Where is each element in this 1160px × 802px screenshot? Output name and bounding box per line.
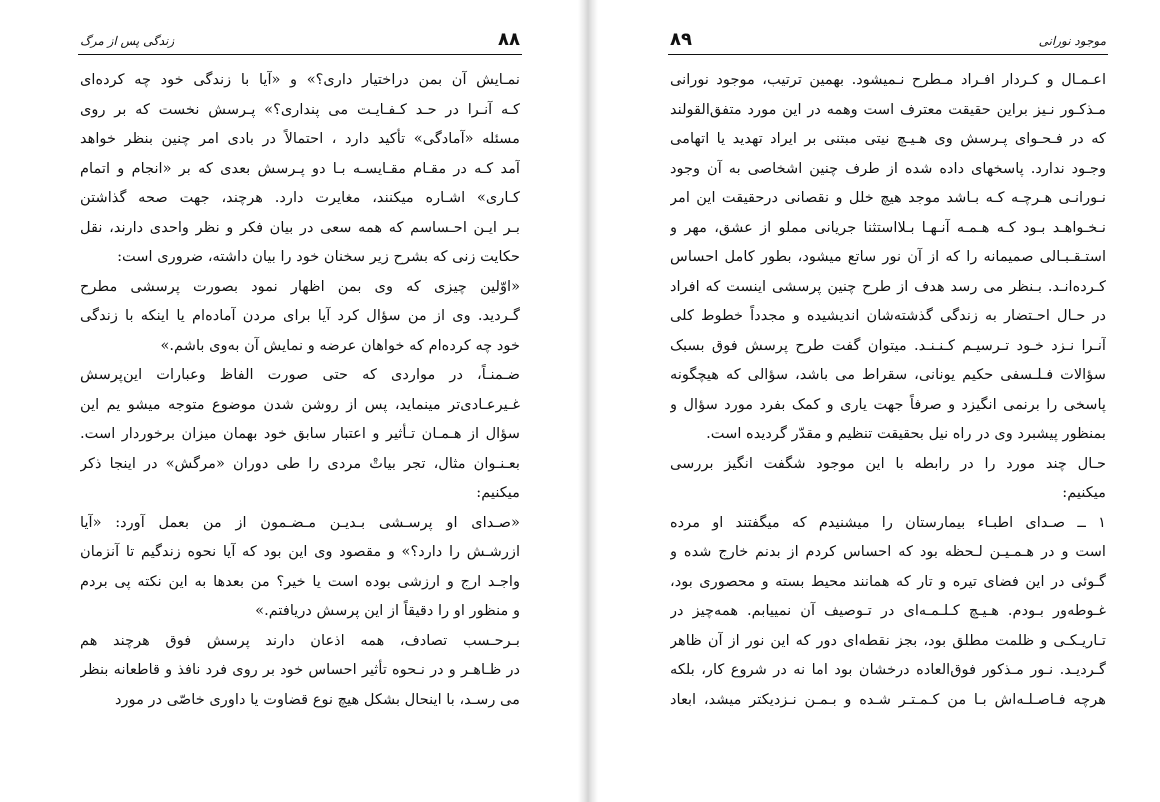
text-line: که در فـحـوای پـرسش وی هـیـچ نیتی مبتنی بر ایراد تهدید یا اتهامی bbox=[670, 130, 1106, 147]
text-line: استـقـبـالی صمیمانه را که از آن نور ساتع میشود، بطور کامل احساس bbox=[670, 248, 1106, 265]
text-line: ازرشـش را دارد؟» و مقصود وی این بود که آیا نحوه زندگیم تا آنزمان bbox=[80, 543, 520, 560]
text-line: نمـایش آن بمن دراختیار داری؟» و «آیا با زندگی خود چه کرده‌ای bbox=[80, 71, 520, 88]
book-gutter bbox=[578, 0, 598, 802]
text-line: بـرحـسب تصادف، همه اذعان دارند پرسش فوق هرچند هم bbox=[80, 631, 520, 649]
text-line: بمنظور پیشبرد وی در راه نیل بحقیقت تنظیم و مقدّر گردیده است. bbox=[706, 425, 1106, 442]
text-line: کـاری» اشـاره میکنند، مغایرت دارد. هرچند، جهت صحه گذاشتن bbox=[80, 189, 520, 206]
text-line: حکایت زنی که بشرح زیر سخنان خود را بیان داشته، ضروری است: bbox=[117, 248, 520, 265]
text-line: مسئله «آمادگی» تأکید دارد ، احتمالاً در بادی امر چنین بنظر خواهد bbox=[80, 130, 520, 147]
right-running-head: موجود نورانی bbox=[1038, 34, 1106, 48]
text-line: «اوّلین چیزی که وی بمن اظهار نمود بصورت پرسشی مطرح bbox=[80, 277, 520, 295]
left-page-body bbox=[80, 65, 520, 714]
text-line: میکنیم: bbox=[476, 484, 520, 501]
text-line: می رسـد، با اینحال بشکل هیچ نوع قضاوت یا داوری خاصّی در مورد bbox=[114, 690, 520, 708]
right-page-number: ۸۹ bbox=[670, 29, 692, 50]
text-line: ضـمنـاً، در مواردی که حتی صورت الفاظ وعبارات این‌پرسش bbox=[80, 366, 520, 383]
text-line: واجـد ارج و ارزشی بوده است یا خیر؟ من بعدها به این نکته پی بردم bbox=[80, 572, 520, 590]
text-line: وجـود ندارد. پاسخهای داده شده از طرف چنین اشخاصی به آن وجود bbox=[670, 159, 1106, 177]
text-line: نـخـواهـد بـود کـه هـمـه آنـهـا بـلااستثنا جریانی مملو از عشق، مهر و bbox=[670, 218, 1106, 236]
text-line: نـورانـی هـرچـه کـه بـاشد موجد هیچ خلل و نقصانی درحقیقت این امر bbox=[670, 189, 1106, 206]
left-running-head: زندگی پس از مرگ bbox=[80, 34, 175, 48]
text-line: بـر ایـن احـساسم که همه سعی در بیان فکر و نظر واحدی دارند، نقل bbox=[80, 218, 520, 236]
text-line: سؤالات فـلـسفی حکیم یونانی، سقراط می باشد، سؤالی که هیچگونه bbox=[670, 366, 1106, 383]
text-line: و منظور او را دقیقاً از این پرسش دریافتم.» bbox=[255, 602, 520, 619]
right-page-header bbox=[670, 30, 1106, 52]
text-line: گـوئی در این فضای تیره و تار که همانند محیط بسته و محصوری بود، bbox=[670, 572, 1106, 590]
text-line: سؤال از هـمـان تـأثیر و اعتبار سابق خود بهمان میزان برخوردار است. bbox=[80, 425, 520, 442]
text-line: گـردیـد. نـور مـذکور فوق‌العاده درخشان بود اما نه در شروع کار، بلکه bbox=[670, 661, 1106, 678]
text-line: کـه آنـرا در حـد کـفـایـت می پنداری؟» پـرسش نخست که بر روی bbox=[80, 100, 520, 118]
left-page bbox=[0, 0, 578, 802]
text-line: کـرده‌انـد. بـنظر می رسد هدف از طرح چنین پرسشی اینست که افراد bbox=[670, 277, 1106, 295]
text-line: گـردید. وی از من سؤال کرد آیا برای مردن آماده‌ام یا اینکه با زندگی bbox=[80, 307, 520, 324]
right-page bbox=[598, 0, 1160, 802]
text-line: حـال چند مورد را در رابطه با این موجود شگفت انگیز بررسی bbox=[670, 454, 1106, 472]
text-line: تـاریـکـی و ظلمت مطلق بود، بجز نقطه‌ای دور که این نور از آن ظاهر bbox=[670, 631, 1106, 649]
text-line: هرچه فـاصـلـه‌اش بـا من کـمـتـر شـده و بـمـن نـزدیکتر میشد، ابعاد bbox=[670, 690, 1106, 708]
text-line: است و در هـمـیـن لـحظه بود که احساس کردم از بدنم خارج شده و bbox=[670, 543, 1106, 560]
text-line: اعـمـال و کـردار افـراد مـطرح نـمیشود. بهمین ترتیب، موجود نورانی bbox=[670, 71, 1106, 88]
left-header-rule bbox=[78, 54, 522, 55]
text-line: غـیرعـادی‌تر مینماید، پس از روشن شدن موضوع متوجه میشو یم این bbox=[80, 395, 520, 413]
left-page-header bbox=[80, 30, 520, 52]
text-line: بعـنـوان مثال، تجر بیاتْ مردی را طی دوران «مرگش» در اینجا ذکر bbox=[80, 454, 520, 472]
text-line: ۱ ــ صـدای اطبـاء بیمارستان را میشنیدم که میگفتند او مرده bbox=[670, 513, 1106, 531]
left-page-number: ۸۸ bbox=[498, 29, 520, 50]
text-line: مـذکـور نـیز براین حقیقت معترف است وهمه در این مورد متفق‌القولند bbox=[670, 100, 1106, 118]
right-header-rule bbox=[668, 54, 1108, 55]
right-page-body bbox=[670, 65, 1106, 714]
text-line: میکنیم: bbox=[1062, 484, 1106, 501]
text-line: خود چه کرده‌ام که خواهان عرضه و نمایش آن به‌وی باشم.» bbox=[160, 336, 520, 354]
text-line: در حـال احـتضار به زندگی گذشته‌شان اندیشیده و مجدداً خطوط کلی bbox=[670, 307, 1106, 324]
text-line: آمد کـه در مقـام مقـایسـه بـا دو پـرسش بعدی که بر «انجام و اتمام bbox=[80, 159, 520, 177]
text-line: پاسخی را برنمی انگیزد و صرفاً جهت یاری و کمک بفرد مورد سؤال و bbox=[670, 395, 1106, 413]
text-line: آنـرا نـزد خـود تـرسیـم کـنـنـد. میتوان گفت طرح پرسش فوق بسبک bbox=[670, 336, 1106, 354]
text-line: غـوطه‌ور بـودم. هـیـچ کـلـمـه‌ای در تـوصیف آن نمییابم. همه‌چیز در bbox=[670, 602, 1106, 619]
text-line: «صـدای او پرسـشی بـدیـن مـضـمون از من بعمل آورد: «آیا bbox=[80, 513, 520, 531]
text-line: در ظـاهـر و در نـحوه تأثیر احساس خود بر روی فرد نافذ و قاطعانه بنظر bbox=[80, 661, 520, 678]
